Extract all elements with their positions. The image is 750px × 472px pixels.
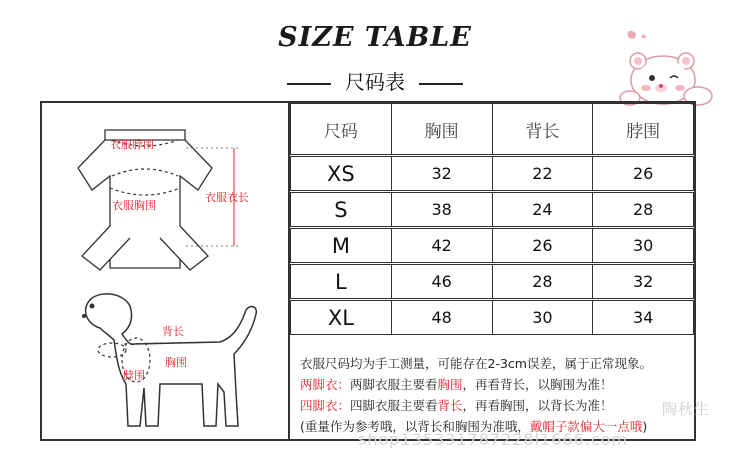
chest-cell: 48 (391, 301, 492, 335)
note-weight-end: ) (642, 419, 648, 434)
note-two-leg-prefix: 两脚衣： (300, 377, 351, 392)
size-cell: S (291, 193, 392, 227)
back-length-label: 背长 (162, 325, 184, 338)
neck-girth-label: 脖围 (123, 369, 145, 382)
bear-mascot-icon (608, 28, 718, 108)
chest-label: 衣服胸围 (112, 199, 156, 212)
length-label: 衣服衣长 (205, 191, 249, 204)
note-hat-warning: 戴帽子款偏大一点哦 (529, 419, 643, 434)
size-table (290, 103, 694, 335)
neck-cell: 32 (593, 265, 694, 299)
size-notes (300, 353, 696, 437)
table-row (291, 193, 694, 227)
subtitle-right-rule (419, 83, 463, 85)
note-two-leg-end: ，再看背长，以胸围为准！ (462, 377, 613, 392)
note-four-leg-highlight: 背长 (437, 398, 463, 413)
note-line-1: 衣服尺码均为手工测量，可能存在2-3cm误差，属于正常现象。 (300, 356, 652, 371)
size-cell: L (291, 265, 392, 299)
table-row (291, 229, 694, 263)
chest-cell: 46 (391, 265, 492, 299)
back-cell: 24 (492, 193, 593, 227)
note-two-leg-highlight: 胸围 (437, 377, 463, 392)
header-chest: 胸围 (391, 104, 492, 155)
back-cell: 26 (492, 229, 593, 263)
subtitle-text: 尺码表 (345, 70, 405, 94)
neck-cell: 34 (593, 301, 694, 335)
size-cell: XL (291, 301, 392, 335)
table-row (291, 301, 694, 335)
back-cell: 22 (492, 157, 593, 191)
note-four-leg-end: ，再看胸围，以背长为准！ (462, 398, 613, 413)
header-size: 尺码 (291, 104, 392, 155)
chest-cell: 38 (391, 193, 492, 227)
note-four-leg-text: 四脚衣服主要看 (350, 398, 438, 413)
watermark-name: 陶秋生 (662, 400, 711, 418)
watermark-shop: shop135331787228l1666.com (358, 430, 628, 449)
collar-label: 衣服脖围 (110, 138, 154, 151)
note-line-2 (300, 374, 696, 395)
neck-cell: 26 (593, 157, 694, 191)
header-back: 背长 (492, 104, 593, 155)
header-neck: 脖围 (593, 104, 694, 155)
table-row (291, 157, 694, 191)
size-cell: M (291, 229, 392, 263)
back-cell: 28 (492, 265, 593, 299)
note-weight-text: (重量作为参考哦，以背长和胸围为准哦， (300, 419, 530, 434)
note-two-leg-text: 两脚衣服主要看 (350, 377, 438, 392)
chest-cell: 32 (391, 157, 492, 191)
note-four-leg-prefix: 四脚衣： (300, 398, 351, 413)
size-cell: XS (291, 157, 392, 191)
neck-cell: 30 (593, 229, 694, 263)
chest-cell: 42 (391, 229, 492, 263)
table-header-row (291, 104, 694, 155)
subtitle-left-rule (287, 83, 331, 85)
table-row (291, 265, 694, 299)
neck-cell: 28 (593, 193, 694, 227)
chest-girth-label: 胸围 (165, 356, 187, 369)
note-line-3 (300, 395, 696, 416)
page-title: SIZE TABLE (278, 22, 472, 53)
back-cell: 30 (492, 301, 593, 335)
